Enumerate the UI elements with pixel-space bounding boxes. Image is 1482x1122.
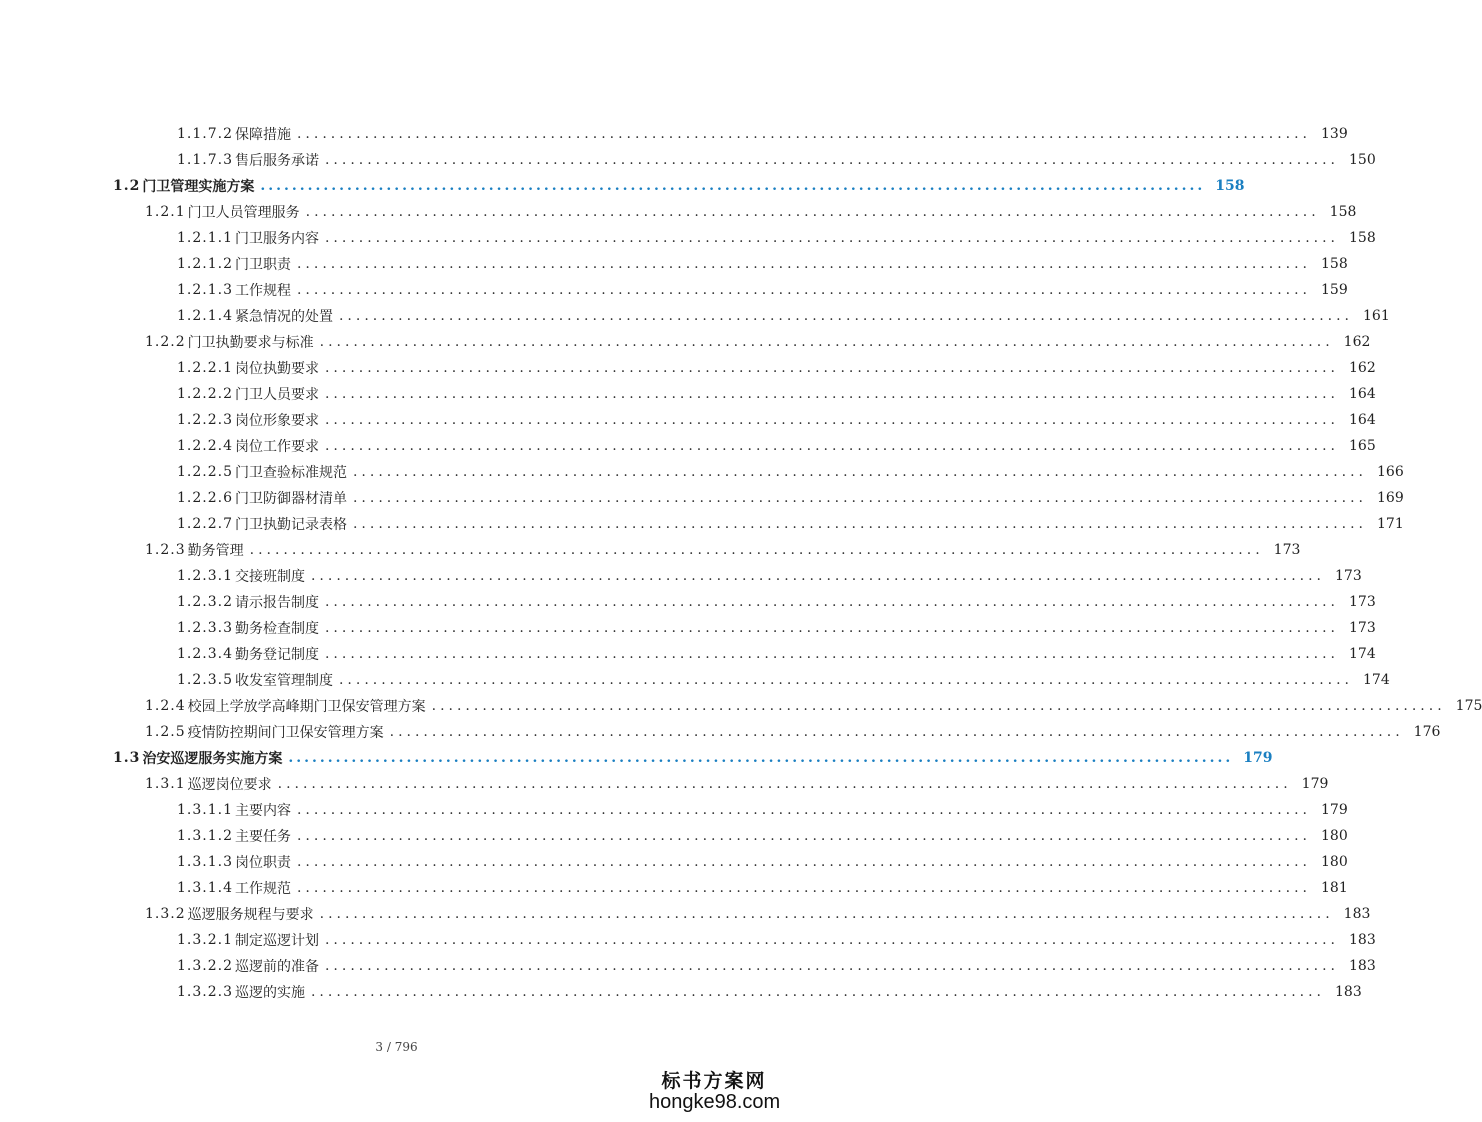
- toc-leader-dots: ........................................................................................................................: [296, 126, 1312, 142]
- toc-entry-page-number: 179: [1301, 776, 1329, 792]
- toc-entry[interactable]: [177, 928, 1376, 952]
- toc-entry[interactable]: [177, 642, 1376, 666]
- toc-entry-number: 1.3.1.1: [177, 802, 233, 818]
- toc-entry-number: 1.3.2: [145, 906, 186, 922]
- toc-leader-dots: ........................................................................................................................: [296, 802, 1312, 818]
- toc-entry-page-number: 158: [1215, 178, 1245, 194]
- toc-entry-title: 售后服务承诺: [234, 153, 319, 169]
- toc-entry-title: 岗位工作要求: [234, 439, 319, 455]
- toc-entry-title: 请示报告制度: [234, 595, 319, 611]
- watermark-logo: [649, 1066, 779, 1114]
- toc-entry-number: 1.1.7.2: [177, 126, 233, 142]
- toc-entry-page-number: 173: [1273, 542, 1301, 558]
- toc-leader-dots: ........................................................................................................................: [319, 906, 1334, 922]
- toc-entry[interactable]: [145, 694, 1482, 718]
- toc-leader-dots: ........................................................................................................................: [352, 516, 1368, 532]
- toc-entry-number: 1.2.1.1: [177, 230, 233, 246]
- toc-entry-page-number: 139: [1321, 126, 1348, 142]
- watermark-url: hongke98.com: [649, 1091, 781, 1113]
- toc-leader-dots: ........................................................................................................................: [296, 256, 1312, 272]
- toc-leader-dots: ........................................................................................................................: [324, 386, 1340, 402]
- toc-entry[interactable]: [177, 616, 1376, 640]
- toc-leader-dots: ........................................................................................................................: [310, 568, 1326, 584]
- toc-leader-dots: ........................................................................................................................: [296, 828, 1312, 844]
- toc-entry[interactable]: [177, 980, 1362, 1004]
- toc-entry[interactable]: [177, 382, 1376, 406]
- toc-entry-page-number: 179: [1321, 802, 1348, 818]
- toc-entry[interactable]: [177, 278, 1348, 302]
- toc-entry-page-number: 173: [1349, 594, 1376, 610]
- toc-entry[interactable]: [113, 746, 1273, 770]
- toc-leader-dots: ........................................................................................................................: [260, 178, 1206, 194]
- toc-entry-page-number: 161: [1363, 308, 1390, 324]
- toc-leader-dots: ........................................................................................................................: [352, 464, 1368, 480]
- toc-entry-number: 1.2.3.1: [177, 568, 233, 584]
- toc-leader-dots: ........................................................................................................................: [338, 672, 1354, 688]
- toc-entry-number: 1.1.7.3: [177, 152, 233, 168]
- toc-entry-number: 1.2.5: [145, 724, 186, 740]
- toc-entry-title: 收发室管理制度: [234, 673, 333, 689]
- toc-leader-dots: ........................................................................................................................: [319, 334, 1334, 350]
- toc-entry-title: 主要任务: [234, 829, 291, 845]
- toc-entry-number: 1.2.1.2: [177, 256, 233, 272]
- toc-leader-dots: ........................................................................................................................: [324, 620, 1340, 636]
- toc-entry-title: 巡逻的实施: [234, 985, 305, 1001]
- toc-entry[interactable]: [145, 330, 1371, 354]
- toc-entry-number: 1.2.3.5: [177, 672, 233, 688]
- toc-leader-dots: ........................................................................................................................: [324, 230, 1340, 246]
- toc-entry-title: 校园上学放学高峰期门卫保安管理方案: [187, 699, 426, 715]
- toc-leader-dots: ........................................................................................................................: [296, 854, 1312, 870]
- toc-entry-page-number: 165: [1349, 438, 1376, 454]
- toc-entry-title: 勤务检查制度: [234, 621, 319, 637]
- toc-entry-page-number: 158: [1329, 204, 1357, 220]
- toc-entry-number: 1.3.1.3: [177, 854, 233, 870]
- toc-entry-number: 1.3.2.2: [177, 958, 233, 974]
- toc-entry-page-number: 162: [1343, 334, 1371, 350]
- toc-entry[interactable]: [177, 148, 1376, 172]
- toc-entry-number: 1.2.2.7: [177, 516, 233, 532]
- toc-leader-dots: ........................................................................................................................: [310, 984, 1326, 1000]
- toc-entry[interactable]: [177, 876, 1348, 900]
- page-indicator: 3 / 796: [375, 1040, 418, 1054]
- toc-entry[interactable]: [177, 850, 1348, 874]
- toc-entry[interactable]: [177, 122, 1348, 146]
- toc-entry-title: 门卫职责: [234, 257, 291, 273]
- toc-entry-title: 工作规程: [234, 283, 291, 299]
- toc-entry-number: 1.2.2.6: [177, 490, 233, 506]
- toc-entry[interactable]: [145, 902, 1371, 926]
- toc-entry-title: 门卫人员管理服务: [187, 205, 300, 221]
- toc-entry-number: 1.2.2.1: [177, 360, 233, 376]
- toc-leader-dots: ........................................................................................................................: [324, 412, 1340, 428]
- toc-entry-title: 交接班制度: [234, 569, 305, 585]
- toc-entry-page-number: 183: [1335, 984, 1362, 1000]
- toc-entry[interactable]: [177, 590, 1376, 614]
- toc-entry[interactable]: [145, 772, 1329, 796]
- toc-entry-number: 1.2.2.5: [177, 464, 233, 480]
- toc-entry-page-number: 174: [1363, 672, 1390, 688]
- toc-entry-page-number: 180: [1321, 854, 1348, 870]
- toc-entry-page-number: 173: [1349, 620, 1376, 636]
- toc-entry[interactable]: [177, 668, 1390, 692]
- toc-entry-number: 1.2.4: [145, 698, 186, 714]
- toc-entry-title: 门卫服务内容: [234, 231, 319, 247]
- toc-entry-page-number: 175: [1455, 698, 1482, 714]
- toc-entry-title: 门卫管理实施方案: [142, 179, 255, 195]
- toc-entry[interactable]: [145, 200, 1357, 224]
- toc-entry-number: 1.2.3.2: [177, 594, 233, 610]
- toc-entry-title: 勤务管理: [187, 543, 244, 559]
- toc-entry-number: 1.3.1.2: [177, 828, 233, 844]
- toc-entry[interactable]: [177, 226, 1376, 250]
- toc-entry-number: 1.2.1: [145, 204, 186, 220]
- toc-entry-number: 1.2.2.4: [177, 438, 233, 454]
- toc-entry-page-number: 166: [1377, 464, 1404, 480]
- toc-entry-title: 疫情防控期间门卫保安管理方案: [187, 725, 384, 741]
- toc-entry[interactable]: [145, 720, 1441, 744]
- toc-entry-title: 岗位职责: [234, 855, 291, 871]
- toc-leader-dots: ........................................................................................................................: [277, 776, 1292, 792]
- toc-leader-dots: ........................................................................................................................: [324, 958, 1340, 974]
- toc-entry-number: 1.3.1.4: [177, 880, 233, 896]
- toc-entry-number: 1.3.2.1: [177, 932, 233, 948]
- toc-entry-title: 制定巡逻计划: [234, 933, 319, 949]
- toc-entry-number: 1.2.1.4: [177, 308, 233, 324]
- toc-entry[interactable]: [177, 304, 1390, 328]
- toc-entry-number: 1.3: [113, 750, 141, 766]
- toc-entry[interactable]: [177, 408, 1376, 432]
- toc-entry-number: 1.2.1.3: [177, 282, 233, 298]
- toc-entry-title: 工作规范: [234, 881, 291, 897]
- toc-leader-dots: ........................................................................................................................: [288, 750, 1234, 766]
- toc-leader-dots: ........................................................................................................................: [324, 438, 1340, 454]
- toc-leader-dots: ........................................................................................................................: [324, 932, 1340, 948]
- toc-entry[interactable]: [177, 954, 1376, 978]
- toc-entry-page-number: 183: [1349, 958, 1376, 974]
- toc-leader-dots: ........................................................................................................................: [324, 360, 1340, 376]
- toc-leader-dots: ........................................................................................................................: [305, 204, 1320, 220]
- toc-entry-title: 保障措施: [234, 127, 291, 143]
- toc-entry-number: 1.2.3.4: [177, 646, 233, 662]
- toc-entry-number: 1.2.2.3: [177, 412, 233, 428]
- watermark-title: 标书方案网: [661, 1070, 767, 1092]
- toc-entry-title: 门卫人员要求: [234, 387, 319, 403]
- toc-leader-dots: ........................................................................................................................: [338, 308, 1354, 324]
- toc-entry-page-number: 173: [1335, 568, 1362, 584]
- toc-entry-title: 门卫查验标准规范: [234, 465, 347, 481]
- toc-leader-dots: ........................................................................................................................: [389, 724, 1404, 740]
- toc-entry-number: 1.3.1: [145, 776, 186, 792]
- toc-entry-title: 岗位执勤要求: [234, 361, 319, 377]
- toc-leader-dots: ........................................................................................................................: [324, 646, 1340, 662]
- toc-entry-title: 治安巡逻服务实施方案: [142, 751, 283, 767]
- toc-entry-number: 1.2: [113, 178, 141, 194]
- toc-entry-title: 巡逻服务规程与要求: [187, 907, 314, 923]
- toc-entry-number: 1.2.3: [145, 542, 186, 558]
- toc-leader-dots: ........................................................................................................................: [296, 880, 1312, 896]
- toc-entry-title: 门卫防御器材清单: [234, 491, 347, 507]
- toc-entry-number: 1.2.2: [145, 334, 186, 350]
- toc-entry[interactable]: [177, 252, 1348, 276]
- toc-entry-title: 门卫执勤记录表格: [234, 517, 347, 533]
- toc-entry-page-number: 181: [1321, 880, 1348, 896]
- toc-leader-dots: ........................................................................................................................: [324, 152, 1340, 168]
- toc-entry-title: 巡逻岗位要求: [187, 777, 272, 793]
- toc-entry[interactable]: [177, 486, 1404, 510]
- toc-entry[interactable]: [177, 434, 1376, 458]
- toc-entry[interactable]: [177, 460, 1404, 484]
- toc-entry-page-number: 169: [1377, 490, 1404, 506]
- toc-entry-page-number: 164: [1349, 386, 1376, 402]
- toc-entry[interactable]: [177, 564, 1362, 588]
- toc-entry-title: 门卫执勤要求与标准: [187, 335, 314, 351]
- toc-entry-page-number: 158: [1349, 230, 1376, 246]
- toc-entry-page-number: 164: [1349, 412, 1376, 428]
- toc-entry[interactable]: [177, 356, 1376, 380]
- toc-entry-page-number: 162: [1349, 360, 1376, 376]
- toc-entry-page-number: 159: [1321, 282, 1348, 298]
- toc-leader-dots: ........................................................................................................................: [431, 698, 1446, 714]
- toc-leader-dots: ........................................................................................................................: [352, 490, 1368, 506]
- toc-leader-dots: ........................................................................................................................: [249, 542, 1264, 558]
- toc-entry-page-number: 158: [1321, 256, 1348, 272]
- toc-entry-page-number: 183: [1343, 906, 1371, 922]
- toc-entry-title: 岗位形象要求: [234, 413, 319, 429]
- toc-entry[interactable]: [177, 798, 1348, 822]
- toc-entry-title: 紧急情况的处置: [234, 309, 333, 325]
- toc-entry[interactable]: [177, 824, 1348, 848]
- toc-entry-page-number: 174: [1349, 646, 1376, 662]
- toc-entry-title: 勤务登记制度: [234, 647, 319, 663]
- toc-entry-number: 1.2.3.3: [177, 620, 233, 636]
- toc-entry-number: 1.3.2.3: [177, 984, 233, 1000]
- toc-leader-dots: ........................................................................................................................: [296, 282, 1312, 298]
- toc-entry-page-number: 180: [1321, 828, 1348, 844]
- toc-entry-number: 1.2.2.2: [177, 386, 233, 402]
- toc-leader-dots: ........................................................................................................................: [324, 594, 1340, 610]
- toc-entry[interactable]: [145, 538, 1301, 562]
- toc-entry-page-number: 176: [1413, 724, 1441, 740]
- toc-entry[interactable]: [113, 174, 1245, 198]
- toc-entry-page-number: 183: [1349, 932, 1376, 948]
- toc-entry-title: 主要内容: [234, 803, 291, 819]
- toc-entry-title: 巡逻前的准备: [234, 959, 319, 975]
- toc-entry-page-number: 150: [1349, 152, 1376, 168]
- toc-entry-page-number: 171: [1377, 516, 1404, 532]
- toc-entry-page-number: 179: [1243, 750, 1273, 766]
- toc-entry[interactable]: [177, 512, 1404, 536]
